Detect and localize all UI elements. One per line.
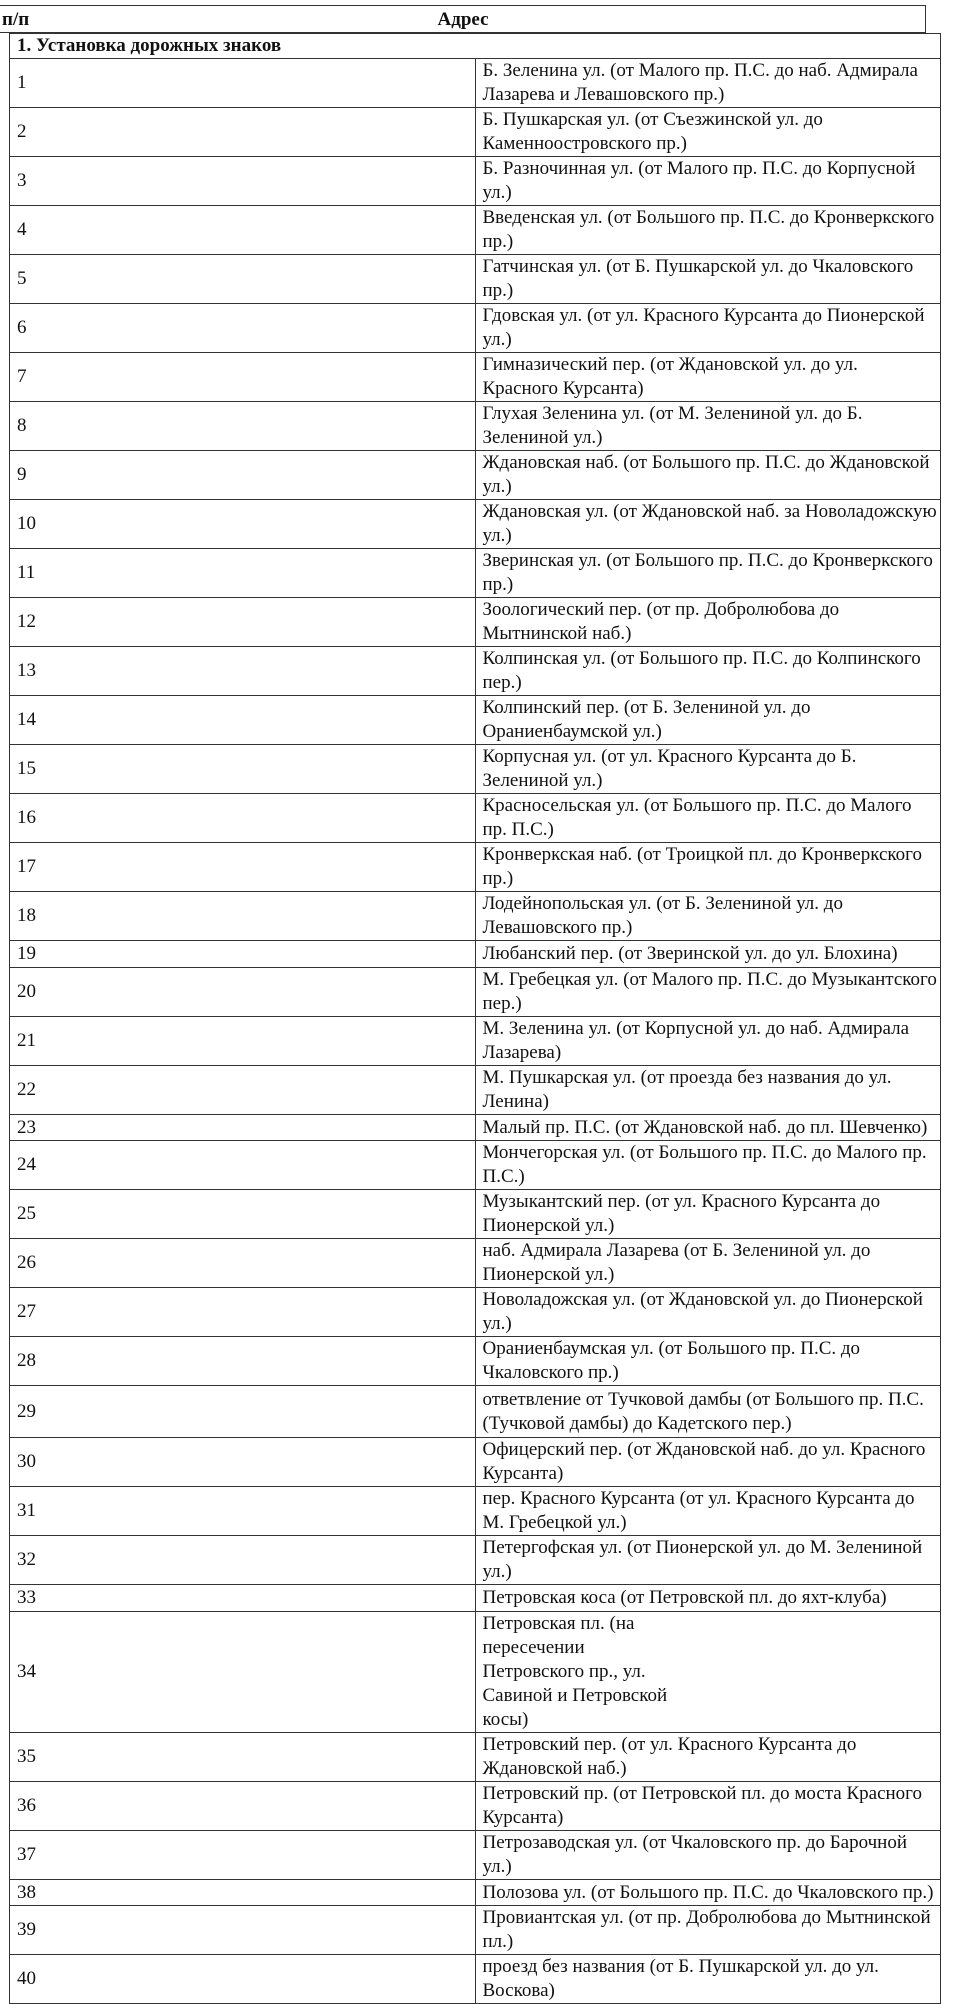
row-address: Глухая Зеленина ул. (от М. Зелениной ул. до Б. Зелениной ул.): [475, 402, 941, 451]
row-number: 6: [10, 304, 476, 353]
row-number: 36: [10, 1781, 476, 1830]
row-address: Введенская ул. (от Большого пр. П.С. до Кронверкского пр.): [475, 206, 941, 255]
header-number-label: п/п: [2, 9, 30, 30]
table-row: [10, 402, 941, 451]
row-address: Зверинская ул. (от Большого пр. П.С. до Кронверкского пр.): [475, 549, 941, 598]
table-row: [10, 59, 941, 108]
row-address: Петрозаводская ул. (от Чкаловского пр. до Барочной ул.): [475, 1830, 941, 1879]
row-address: Любанский пер. (от Зверинской ул. до ул. Блохина): [475, 941, 941, 968]
row-number: 34: [10, 1611, 476, 1732]
table-row: [10, 647, 941, 696]
table-row: [10, 1016, 941, 1065]
table-row: [10, 1065, 941, 1114]
row-address: Корпусная ул. (от ул. Красного Курсанта до Б. Зелениной ул.): [475, 745, 941, 794]
row-number: 37: [10, 1830, 476, 1879]
table-row: [10, 1437, 941, 1486]
row-number: 21: [10, 1016, 476, 1065]
row-address: Зоологический пер. (от пр. Добролюбова до Мытнинской наб.): [475, 598, 941, 647]
row-number: 7: [10, 353, 476, 402]
table-header: [0, 5, 926, 33]
row-number: 38: [10, 1879, 476, 1906]
table-row: [10, 1337, 941, 1386]
table-row: [10, 1535, 941, 1584]
row-number: 18: [10, 892, 476, 941]
row-number: 39: [10, 1906, 476, 1955]
row-number: 10: [10, 500, 476, 549]
row-number: 15: [10, 745, 476, 794]
row-address: Гимназический пер. (от Ждановской ул. до ул. Красного Курсанта): [475, 353, 941, 402]
row-address: Петергофская ул. (от Пионерской ул. до М. Зелениной ул.): [475, 1535, 941, 1584]
row-address: Колпинский пер. (от Б. Зелениной ул. до Ораниенбаумской ул.): [475, 696, 941, 745]
table-row: [10, 941, 941, 968]
table-row: [10, 1190, 941, 1239]
row-address: Мончегорская ул. (от Большого пр. П.С. до Малого пр. П.С.): [475, 1141, 941, 1190]
table-row: [10, 794, 941, 843]
table-row: [10, 1114, 941, 1141]
table-row: [10, 892, 941, 941]
row-address: М. Пушкарская ул. (от проезда без названия до ул. Ленина): [475, 1065, 941, 1114]
row-number: 8: [10, 402, 476, 451]
table-row: [10, 696, 941, 745]
table-row: [10, 1611, 941, 1732]
row-address: проезд без названия (от Б. Пушкарской ул. до ул. Воскова): [475, 1955, 941, 2004]
row-address: Петровская пл. (на пересечении Петровского пр., ул. Савиной и Петровской косы): [475, 1611, 941, 1732]
row-number: 17: [10, 843, 476, 892]
row-address: Ждановская наб. (от Большого пр. П.С. до Ждановской ул.): [475, 451, 941, 500]
row-address: М. Гребецкая ул. (от Малого пр. П.С. до Музыкантского пер.): [475, 967, 941, 1016]
table-row: [10, 598, 941, 647]
table-row: [10, 1239, 941, 1288]
table-row: [10, 353, 941, 402]
row-address: М. Зеленина ул. (от Корпусной ул. до наб. Адмирала Лазарева): [475, 1016, 941, 1065]
row-number: 20: [10, 967, 476, 1016]
row-address: Петровский пер. (от ул. Красного Курсанта до Ждановской наб.): [475, 1732, 941, 1781]
row-number: 29: [10, 1386, 476, 1438]
address-table: [9, 33, 941, 2004]
row-number: 23: [10, 1114, 476, 1141]
row-number: 25: [10, 1190, 476, 1239]
row-number: 5: [10, 255, 476, 304]
row-address: Офицерский пер. (от Ждановской наб. до ул. Красного Курсанта): [475, 1437, 941, 1486]
row-number: 30: [10, 1437, 476, 1486]
table-row: [10, 549, 941, 598]
row-address: Провиантская ул. (от пр. Добролюбова до Мытнинской пл.): [475, 1906, 941, 1955]
row-address: Петровская коса (от Петровской пл. до яхт-клуба): [475, 1584, 941, 1611]
row-address: Б. Пушкарская ул. (от Съезжинской ул. до Каменноостровского пр.): [475, 108, 941, 157]
row-number: 27: [10, 1288, 476, 1337]
row-number: 32: [10, 1535, 476, 1584]
table-row: [10, 1906, 941, 1955]
row-address: Б. Зеленина ул. (от Малого пр. П.С. до наб. Адмирала Лазарева и Левашовского пр.): [475, 59, 941, 108]
table-row: [10, 255, 941, 304]
row-number: 22: [10, 1065, 476, 1114]
row-address: Полозова ул. (от Большого пр. П.С. до Чкаловского пр.): [475, 1879, 941, 1906]
table-row: [10, 843, 941, 892]
row-number: 28: [10, 1337, 476, 1386]
row-address: Петровский пр. (от Петровской пл. до моста Красного Курсанта): [475, 1781, 941, 1830]
row-address: ответвление от Тучковой дамбы (от Большого пр. П.С. (Тучковой дамбы) до Кадетского пер.): [475, 1386, 941, 1438]
table-row: [10, 1386, 941, 1438]
row-address: Гдовская ул. (от ул. Красного Курсанта до Пионерской ул.): [475, 304, 941, 353]
table-row: [10, 1732, 941, 1781]
table-row: [10, 206, 941, 255]
row-address: Б. Разночинная ул. (от Малого пр. П.С. до Корпусной ул.): [475, 157, 941, 206]
table-row: [10, 304, 941, 353]
table-row: [10, 108, 941, 157]
row-address: Ждановская ул. (от Ждановской наб. за Новоладожскую ул.): [475, 500, 941, 549]
row-address: наб. Адмирала Лазарева (от Б. Зелениной ул. до Пионерской ул.): [475, 1239, 941, 1288]
row-address: Колпинская ул. (от Большого пр. П.С. до Колпинского пер.): [475, 647, 941, 696]
table-row: [10, 1486, 941, 1535]
row-number: 13: [10, 647, 476, 696]
row-address: пер. Красного Курсанта (от ул. Красного Курсанта до М. Гребецкой ул.): [475, 1486, 941, 1535]
section-row: [10, 34, 941, 59]
row-address: Новоладожская ул. (от Ждановской ул. до Пионерской ул.): [475, 1288, 941, 1337]
row-address: Красносельская ул. (от Большого пр. П.С. до Малого пр. П.С.): [475, 794, 941, 843]
row-number: 26: [10, 1239, 476, 1288]
table-row: [10, 500, 941, 549]
row-number: 2: [10, 108, 476, 157]
section-title: 1. Установка дорожных знаков: [10, 34, 941, 59]
table-row: [10, 1879, 941, 1906]
row-address: Музыкантский пер. (от ул. Красного Курсанта до Пионерской ул.): [475, 1190, 941, 1239]
table-row: [10, 1584, 941, 1611]
table-row: [10, 451, 941, 500]
table-row: [10, 1141, 941, 1190]
row-address: Кронверкская наб. (от Троицкой пл. до Кронверкского пр.): [475, 843, 941, 892]
row-number: 14: [10, 696, 476, 745]
row-number: 4: [10, 206, 476, 255]
row-number: 11: [10, 549, 476, 598]
table-row: [10, 157, 941, 206]
table-row: [10, 1288, 941, 1337]
table-row: [10, 967, 941, 1016]
row-number: 33: [10, 1584, 476, 1611]
row-address: Ораниенбаумская ул. (от Большого пр. П.С. до Чкаловского пр.): [475, 1337, 941, 1386]
row-number: 12: [10, 598, 476, 647]
table-row: [10, 745, 941, 794]
row-number: 24: [10, 1141, 476, 1190]
table-row: [10, 1955, 941, 2004]
row-number: 31: [10, 1486, 476, 1535]
row-address: Гатчинская ул. (от Б. Пушкарской ул. до Чкаловского пр.): [475, 255, 941, 304]
row-number: 1: [10, 59, 476, 108]
row-number: 40: [10, 1955, 476, 2004]
row-number: 19: [10, 941, 476, 968]
table-row: [10, 1781, 941, 1830]
row-number: 16: [10, 794, 476, 843]
row-number: 35: [10, 1732, 476, 1781]
row-number: 3: [10, 157, 476, 206]
row-address: Лодейнопольская ул. (от Б. Зелениной ул. до Левашовского пр.): [475, 892, 941, 941]
row-address: Малый пр. П.С. (от Ждановской наб. до пл. Шевченко): [475, 1114, 941, 1141]
row-number: 9: [10, 451, 476, 500]
table-row: [10, 1830, 941, 1879]
header-address-label: Адрес: [437, 9, 489, 30]
